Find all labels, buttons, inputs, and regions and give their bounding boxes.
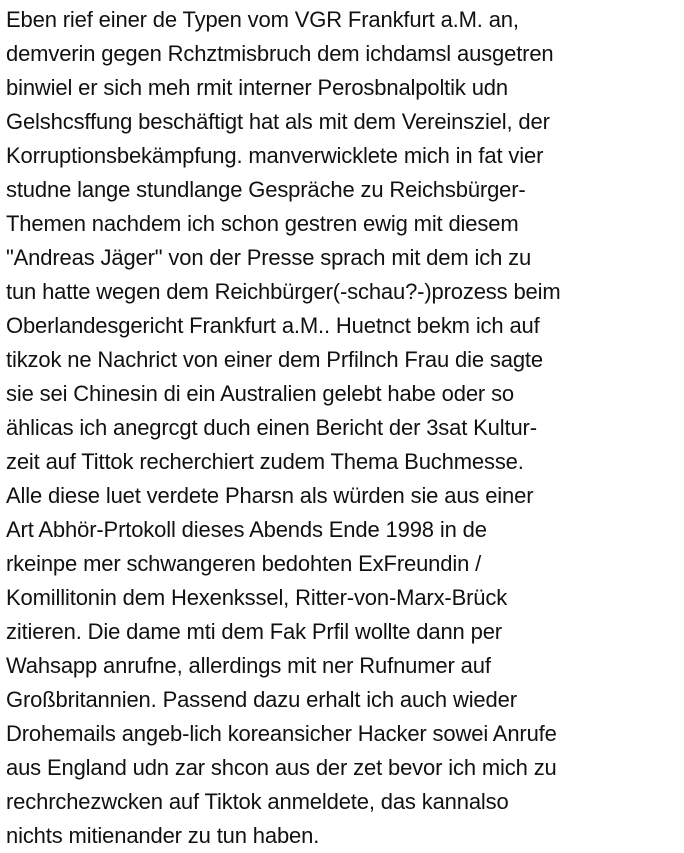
text-line: sie sei Chinesin di ein Australien gelebt habe oder so (6, 381, 515, 406)
text-line: "Andreas Jäger" von der Presse sprach mit dem ich zu (6, 245, 532, 270)
text-line: Großbritannien. Passend dazu erhalt ich auch wieder (6, 687, 517, 712)
text-line: aus England udn zar shcon aus der zet bevor ich mich zu (6, 755, 557, 780)
text-line: zeit auf Tittok recherchiert zudem Thema Buchmesse. (6, 449, 524, 474)
text-line: Eben rief einer de Typen vom VGR Frankfurt a.M. an, (6, 7, 519, 32)
text-line: tikzok ne Nachrict von einer dem Prfilnch Frau die sagte (6, 347, 543, 372)
body-text (6, 3, 682, 853)
text-line: Art Abhör-Prtokoll dieses Abends Ende 1998 in de (6, 517, 487, 542)
text-line: studne lange stundlange Gespräche zu Reichsbürger- (6, 177, 526, 202)
text-line: Alle diese luet verdete Pharsn als würden sie aus einer (6, 483, 534, 508)
text-line: demverin gegen Rchztmisbruch dem ichdamsl ausgetren (6, 41, 554, 66)
text-line: Komillitonin dem Hexenkssel, Ritter-von-Marx-Brück (6, 585, 508, 610)
text-line: rechrchezwcken auf Tiktok anmeldete, das kannalso (6, 789, 509, 814)
text-line: nichts mitienander zu tun haben. (6, 823, 320, 848)
text-line: zitieren. Die dame mti dem Fak Prfil wollte dann per (6, 619, 502, 644)
text-line: Korruptionsbekämpfung. manverwicklete mich in fat vier (6, 143, 544, 168)
text-line: Wahsapp anrufne, allerdings mit ner Rufnumer auf (6, 653, 491, 678)
text-line: Gelshcsffung beschäftigt hat als mit dem Vereinsziel, der (6, 109, 550, 134)
text-line: Themen nachdem ich schon gestren ewig mit diesem (6, 211, 519, 236)
text-line: Drohemails angeb-lich koreansicher Hacker sowei Anrufe (6, 721, 557, 746)
text-line: binwiel er sich meh rmit interner Perosbnalpoltik udn (6, 75, 508, 100)
text-line: ählicas ich anegrcgt duch einen Bericht der 3sat Kultur- (6, 415, 537, 440)
text-line: tun hatte wegen dem Reichbürger(-schau?-)prozess beim (6, 279, 561, 304)
text-line: Oberlandesgericht Frankfurt a.M.. Huetnct bekm ich auf (6, 313, 540, 338)
text-line: rkeinpe mer schwangeren bedohten ExFreundin / (6, 551, 482, 576)
